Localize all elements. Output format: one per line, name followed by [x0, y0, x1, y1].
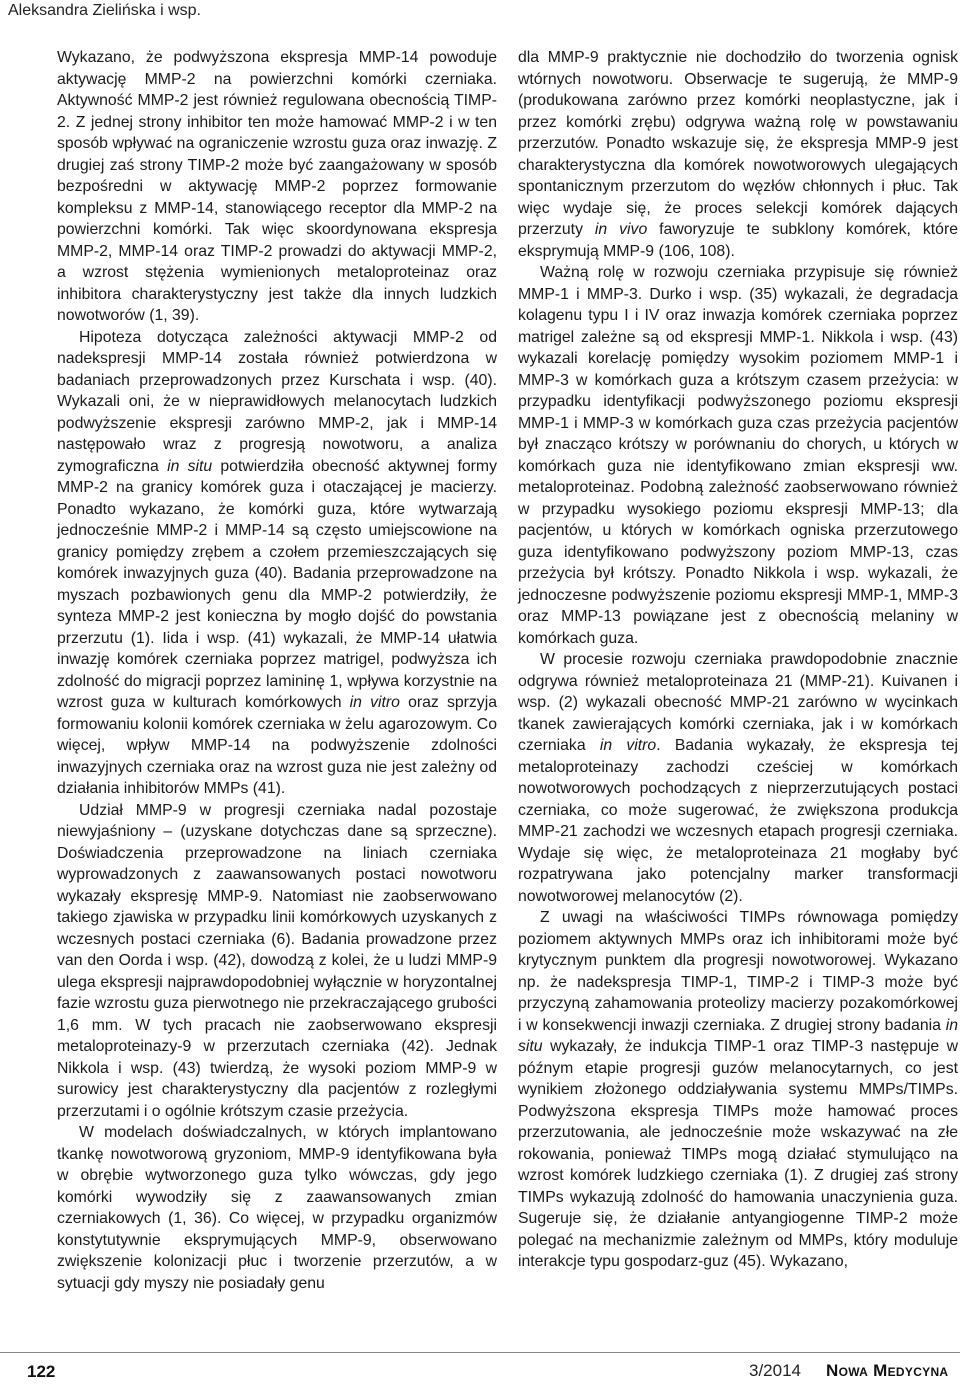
footer-divider [0, 1352, 960, 1353]
italic-term: in situ [518, 1016, 958, 1055]
page-number: 122 [27, 1362, 56, 1381]
paragraph: Z uwagi na właściwości TIMPs równowaga pomiędzy poziomem aktywnych MMPs oraz ich inhibitorami może być krytycznym punktem dla progresji nowotworowej. Wykazano np. że nadekspresja TIMP-1, TIMP-2 i TIMP-3 może być przyczyną zahamowania proteolizy macierzy pozakomórkowej i w konsekwencji inwazji czerniaka. Z drugiej strony badania in situ wykazały, że indukcja TIMP-1 oraz TIMP-3 następuje w późnym etapie progresji guzów melanocytarnych, co jest wynikiem złożonego oddziaływania systemu MMPs/TIMPs. Podwyższona ekspresja TIMPs może hamować proces przerzutowania, ale jednocześnie może wskazywać na złe rokowania, ponieważ TIMPs mogą działać stymulująco na wzrost komórek ludzkiego czerniaka (1). Z drugiej zaś strony TIMPs wykazują zdolność do hamowania unaczynienia guza. Sugeruje się, że działanie antyangiogenne TIMP-2 może polegać na mechanizmie zależnym od MMPs, który moduluje interakcje typu gospodarz-guz (45). Wykazano, [518, 909, 958, 1270]
italic-term: in vivo [594, 221, 648, 238]
left-column [57, 47, 497, 1294]
paragraph: Udział MMP-9 w progresji czerniaka nadal pozostaje niewyjaśniony – (uzyskane dotychczas dane są sprzeczne). Doświadczenia przeprowadzone na liniach czerniaka wyprowadzonych z zaawansowanych postaci nowotworu wykazały ekspresję MMP-9. Natomiast nie zaobserwowano takiego zjawiska w przypadku linii komórkowych uzyskanych z wczesnych postaci czerniaka (6). Badania prowadzone przez van den Oorda i wsp. (42), dowodzą z kolei, że u ludzi MMP-9 ulega ekspresji najprawdopodobniej wyłącznie w horyzontalnej fazie wzrostu guza pierwotnego nie przekraczającego grubości 1,6 mm. W tych pracach nie zaobserwowano ekspresji metaloproteinazy-9 w przerzutach czerniaka (42). Jednak Nikkola i wsp. (43) twierdzą, że wysoki poziom MMP-9 w surowicy jest charakterystyczny dla pacjentów z rozległymi przerzutami i o ogólnie krótszym czasie przeżycia. [57, 801, 497, 1120]
paragraph: W modelach doświadczalnych, w których implantowano tkankę nowotworową gryzoniom, MMP-9 identyfikowana była w obrębie wytworzonego guza tylko wówczas, gdy jego komórki wywodziły się z zaawansowanych zmian czerniakowych (1, 36). Co więcej, w przypadku organizmów konstytutywnie eksprymujących MMP-9, obserwowano zwiększenie kolonizacji płuc i tworzenie przerzutów, a w sytuacji gdy myszy nie posiadały genu [57, 1124, 497, 1292]
italic-term: in situ [167, 457, 213, 475]
running-head-authors: Aleksandra Zielińska i wsp. [8, 2, 201, 19]
italic-term: in vitro [349, 694, 400, 711]
paragraph: dla MMP-9 praktycznie nie dochodziło do tworzenia ognisk wtórnych nowotworu. Obserwacje te sugerują, że MMP-9 (produkowana zarówno przez komórki neoplastyczne, jak i przez komórki zrębu) odgrywa ważną rolę w powstawaniu przerzutów. Ponadto wskazuje się, że ekspresja MMP-9 jest charakterystyczna dla komórek nowotworowych ulegających spontanicznym przerzutom do węzłów chłonnych i płuc. Tak więc wydaje się, że proces selekcji komórek dających przerzuty in vivo faworyzuje te subklony komórek, które eksprymują MMP-9 (106, 108). [518, 49, 958, 260]
paragraph: Ważną rolę w rozwoju czerniaka przypisuje się również MMP-1 i MMP-3. Durko i wsp. (35) wykazali, że degradacja kolagenu typu I i IV oraz inwazja komórek czerniaka poprzez matrigel zależne są od ekspresji MMP-1. Nikkola i wsp. (43) wykazali korelację pomiędzy wysokim poziomem MMP-1 i MMP-3 w komórkach guza a krótszym czasem przeżycia: w przypadku identyfikacji podwyższonego poziomu ekspresji MMP-1 i MMP-3 w komórkach guza czas przeżycia pacjentów był znacząco krótszy w porównaniu do chorych, u których w komórkach guza nie identyfikowano zmian ekspresji ww. metaloproteinaz. Podobną zależność zaobserwowano również w przypadku wysokiego poziomu ekspresji MMP-13; dla pacjentów, u których w komórkach ogniska przerzutowego guza identyfikowano podwyższony poziom MMP-13, czas przeżycia był krótszy. Ponadto Nikkola i wsp. wykazali, że jednoczesne podwyższenie poziomu ekspresji MMP-1, MMP-3 oraz MMP-13 powiązane jest z obecnością melaniny w komórkach guza. [518, 264, 958, 647]
paragraph: W procesie rozwoju czerniaka prawdopodobnie znacznie odgrywa również metaloproteinaza 21 (MMP-21). Kuivanen i wsp. (2) wykazali obecność MMP-21 zarówno w wycinkach tkanek zawierających komórki czerniaka, jak i w komórkach czerniaka in vitro. Badania wykazały, że ekspresja tej metaloproteinazy zachodzi cześciej w komórkach nowotworowych pochodzących z nieprzerzutujących postaci czerniaka, co może sugerować, że zwiększona produkcja MMP-21 zachodzi we wczesnych etapach progresji czerniaka. Wydaje się więc, że metaloproteinaza 21 mogłaby być rozpatrywana jako potencjalny marker transformacji nowotworowej melanocytów (2). [518, 651, 958, 905]
journal-title: Nowa Medycyna [826, 1361, 949, 1380]
paragraph: Wykazano, że podwyższona ekspresja MMP-14 powoduje aktywację MMP-2 na powierzchni komórki czerniaka. Aktywność MMP-2 jest również regulowana obecnością TIMP-2. Z jednej strony inhibitor ten może hamować MMP-2 i w ten sposób wpływać na ograniczenie wzrostu guza oraz inwazję. Z drugiej zaś strony TIMP-2 może być zaangażowany w sposób bezpośredni w aktywację MMP-2 poprzez formowanie kompleksu z MMP-14, stanowiącego receptor dla MMP-2 na powierzchni komórki. Tak więc skoordynowana ekspresja MMP-2, MMP-14 oraz TIMP-2 prowadzi do aktywacji MMP-2, a wzrost stężenia wymienionych metaloproteinaz oraz inhibitora charakterystyczny jest także dla innych ludzkich nowotworów (1, 39). [57, 49, 497, 324]
paragraph: Hipoteza dotycząca zależności aktywacji MMP-2 od nadekspresji MMP-14 została również potwierdzona w badaniach przeprowadzonych przez Kurschata i wsp. (40). Wykazali oni, że w nieprawidłowych melanocytach ludzkich podwyższenie ekspresji zarówno MMP-2, jak i MMP-14 następowało wraz z progresją nowotworu, a analiza zymograficzna in situ potwierdziła obecność aktywnej formy MMP-2 na granicy komórek guza i otaczającej je macierzy. Ponadto wykazano, że komórki guza, które wytwarzają jednocześnie MMP-2 i MMP-14 są często umiejscowione na granicy pomiędzy zrębem a czołem przemieszczających się komórek inwazyjnych guza (40). Badania przeprowadzone na myszach pozbawionych genu dla MMP-2 potwierdziły, że synteza MMP-2 jest konieczna by mogło dojść do powstania przerzutu (1). Iida i wsp. (41) wykazali, że MMP-14 ułatwia inwazję komórek czerniaka poprzez matrigel, podwyższa ich zdolność do migracji poprzez lamininę 1, wpływa korzystnie na wzrost guza w kulturach komórkowych in vitro oraz sprzyja formowaniu kolonii komórek czerniaka w żelu agarozowym. Co więcej, wpływ MMP-14 na podwyższenie zdolności inwazyjnych czerniaka oraz na wzrost guza nie jest zależny od działania inhibitorów MMPs (41). [57, 328, 497, 797]
issue-number: 3/2014 [749, 1361, 801, 1380]
right-column [518, 47, 958, 1273]
italic-term: in vitro [599, 737, 657, 754]
